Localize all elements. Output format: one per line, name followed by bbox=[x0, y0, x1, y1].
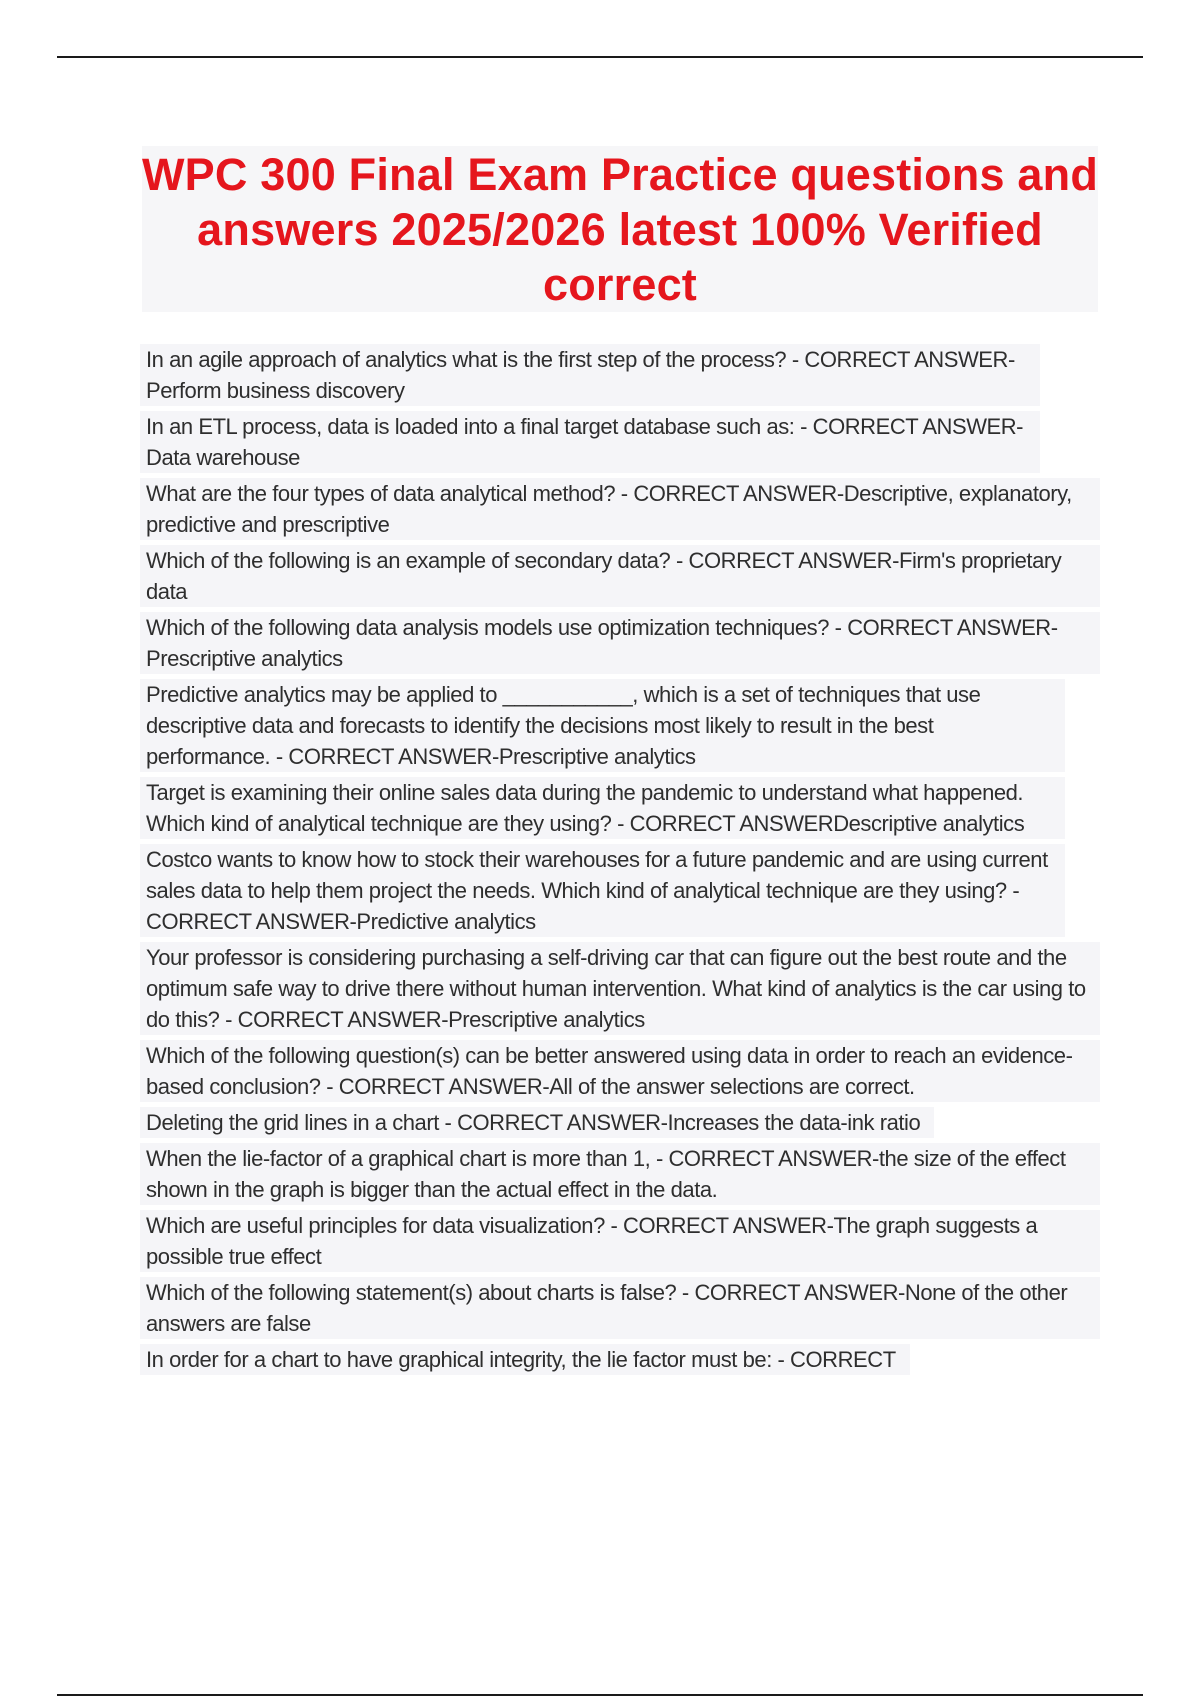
top-rule bbox=[57, 56, 1143, 58]
qa-item: Which are useful principles for data visualization? - CORRECT ANSWER-The graph suggests a possible true effect bbox=[140, 1210, 1100, 1272]
qa-item: Which of the following question(s) can be better answered using data in order to reach an evidence-based conclusion? - CORRECT ANSWER-All of the answer selections are correct. bbox=[140, 1040, 1100, 1102]
qa-item: In an agile approach of analytics what is the first step of the process? - CORRECT ANSWER-Perform business discovery bbox=[140, 344, 1040, 406]
qa-item: Predictive analytics may be applied to ___________, which is a set of techniques that use descriptive data and forecasts to identify the decisions most likely to result in the best performance. - CORRECT ANSWER-Prescriptive analytics bbox=[140, 679, 1065, 772]
qa-item: Which of the following statement(s) about charts is false? - CORRECT ANSWER-None of the other answers are false bbox=[140, 1277, 1100, 1339]
qa-item: Which of the following is an example of secondary data? - CORRECT ANSWER-Firm's proprietary data bbox=[140, 545, 1100, 607]
qa-item: Target is examining their online sales data during the pandemic to understand what happened. Which kind of analytical technique are they using? - CORRECT ANSWERDescriptive analytics bbox=[140, 777, 1065, 839]
title-banner bbox=[142, 146, 1098, 312]
qa-list bbox=[140, 344, 1100, 1380]
qa-item: In order for a chart to have graphical integrity, the lie factor must be: - CORRECT bbox=[140, 1344, 910, 1375]
document-title: WPC 300 Final Exam Practice questions and answers 2025/2026 latest 100% Verified correct bbox=[142, 148, 1099, 310]
qa-item: What are the four types of data analytical method? - CORRECT ANSWER-Descriptive, explanatory, predictive and prescriptive bbox=[140, 478, 1100, 540]
qa-item: When the lie-factor of a graphical chart is more than 1, - CORRECT ANSWER-the size of the effect shown in the graph is bigger than the actual effect in the data. bbox=[140, 1143, 1100, 1205]
qa-item: Which of the following data analysis models use optimization techniques? - CORRECT ANSWER-Prescriptive analytics bbox=[140, 612, 1100, 674]
qa-item: Costco wants to know how to stock their warehouses for a future pandemic and are using current sales data to help them project the needs. Which kind of analytical technique are they using? - CORRECT ANSWER-Predictive analytics bbox=[140, 844, 1065, 937]
bottom-rule bbox=[57, 1694, 1143, 1696]
qa-item: Deleting the grid lines in a chart - CORRECT ANSWER-Increases the data-ink ratio bbox=[140, 1107, 934, 1138]
qa-item: Your professor is considering purchasing a self-driving car that can figure out the best route and the optimum safe way to drive there without human intervention. What kind of analytics is the car using to do this? - CORRECT ANSWER-Prescriptive analytics bbox=[140, 942, 1100, 1035]
qa-item: In an ETL process, data is loaded into a final target database such as: - CORRECT ANSWER-Data warehouse bbox=[140, 411, 1040, 473]
